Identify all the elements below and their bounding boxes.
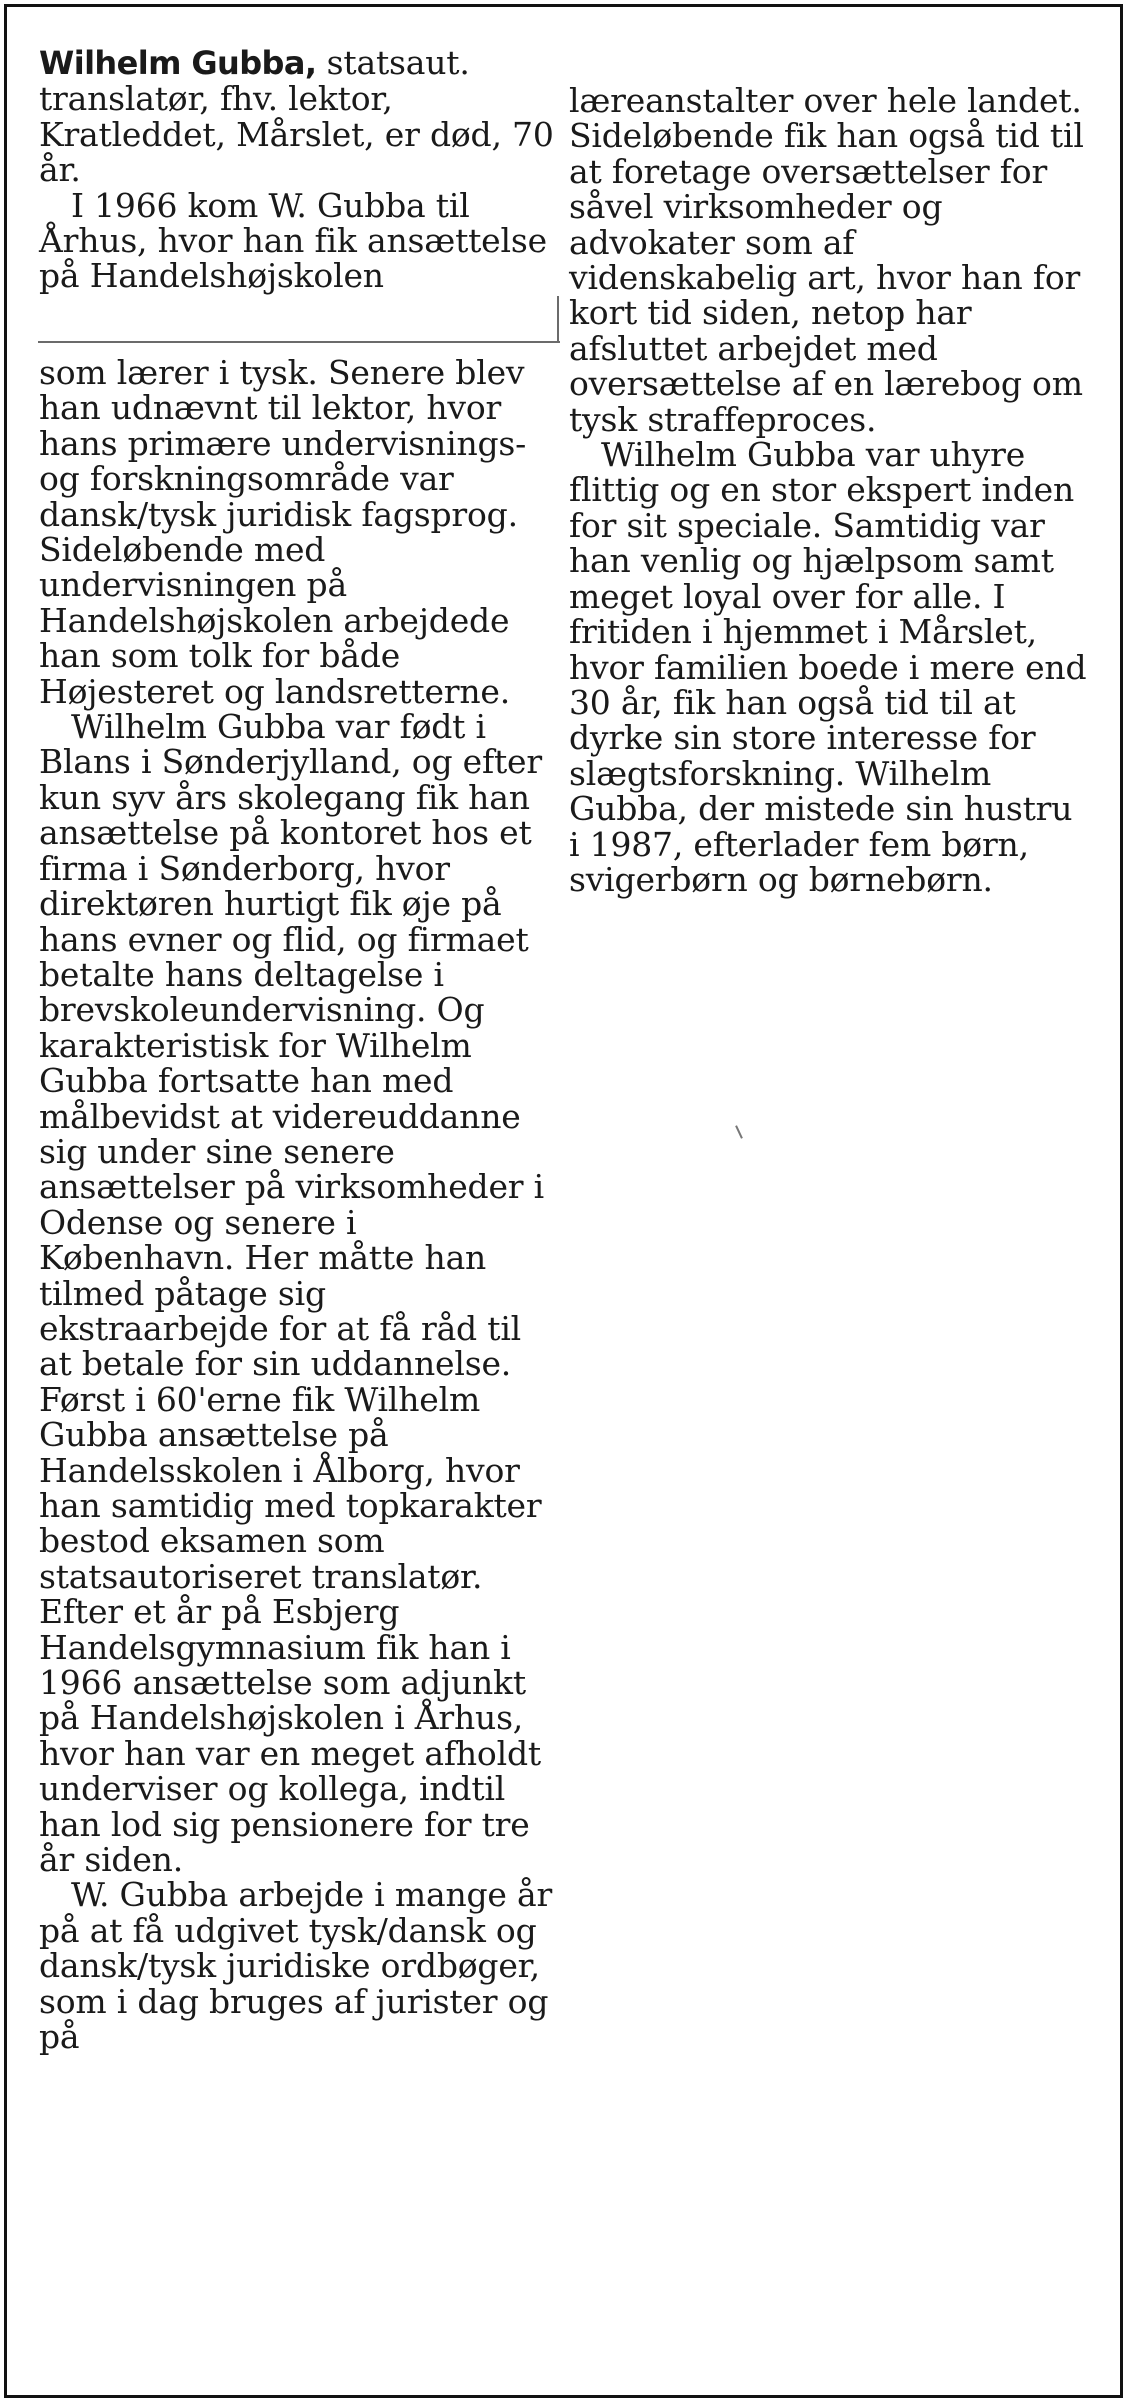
paragraph: Wilhelm Gubba var født i Blans i Sønderjylland, og efter kun syv års skolegang fik han ansættelse på kontoret hos et firma i Sønderborg, hvor direktøren hurtigt fik øje på hans evner og flid, og firmaet betalte hans deltagelse i brevskoleundervisning. Og karakteristisk for Wilhelm Gubba fortsatte han med målbevidst at videreuddanne sig under sine senere ansættelser på virksomheder i Odense og senere i København. Her måtte han tilmed påtage sig ekstraarbejde for at få råd til at betale for sin uddannelse. Først i 60'erne fik Wilhelm Gubba ansættelse på Handelsskolen i Ålborg, hvor han samtidig med topkarakter bestod eksamen som statsautoriseret translatør. Efter et år på Esbjerg Handelsgymnasium fik han i 1966 ansættelse som adjunkt på Handelshøjskolen i Århus, hvor han var en meget afholdt underviser og kollega, indtil han lod sig pensionere for tre år siden. <box>39 707 545 1880</box>
paragraph: Wilhelm Gubba var uhyre flittig og en stor ekspert inden for sit speciale. Samtidig var han venlig og hjælpsom samt meget loyal over for alle. I fritiden i hjemmet i Mårslet, hvor familien boede i mere end 30 år, fik han også tid til at dyrke sin store interesse for slægtsforskning. Wilhelm Gubba, der mistede sin hustru i 1987, efterlader fem børn, svigerbørn og børnebørn. <box>569 435 1087 899</box>
column-top-left <box>39 45 559 294</box>
obituary-opening-paragraph <box>39 45 559 188</box>
paragraph: W. Gubba arbejde i mange år på at få udgivet tysk/dansk og dansk/tysk juridiske ordbøger, som i dag bruges af jurister og på <box>39 1875 553 2057</box>
column-right <box>569 83 1089 897</box>
cut-line <box>38 341 560 343</box>
deceased-name: Wilhelm Gubba, <box>39 44 317 82</box>
paragraph: som lærer i tysk. Senere blev han udnævnt til lektor, hvor hans primære undervisnings- og forskningsområde var dansk/tysk juridisk fagsprog. Sideløbende med undervisningen på Handelshøjskolen arbejdede han som tolk for både Højesteret og landsretterne. <box>39 353 527 711</box>
column-left <box>39 355 559 2055</box>
paragraph: I 1966 kom W. Gubba til Århus, hvor han fik ansættelse på Handelshøjskolen <box>39 185 547 296</box>
cut-line <box>557 296 559 341</box>
paragraph: læreanstalter over hele landet. Sideløbende fik han også tid til at foretage oversættelser for såvel virksomheder og advokater som af videnskabelig art, hvor han for kort tid siden, netop har afsluttet arbejdet med oversættelse af en lærebog om tysk straffeproces. <box>569 81 1084 439</box>
opening-text: statsaut. translatør, fhv. lektor, Kratleddet, Mårslet, er død, 70 år. <box>39 43 554 190</box>
